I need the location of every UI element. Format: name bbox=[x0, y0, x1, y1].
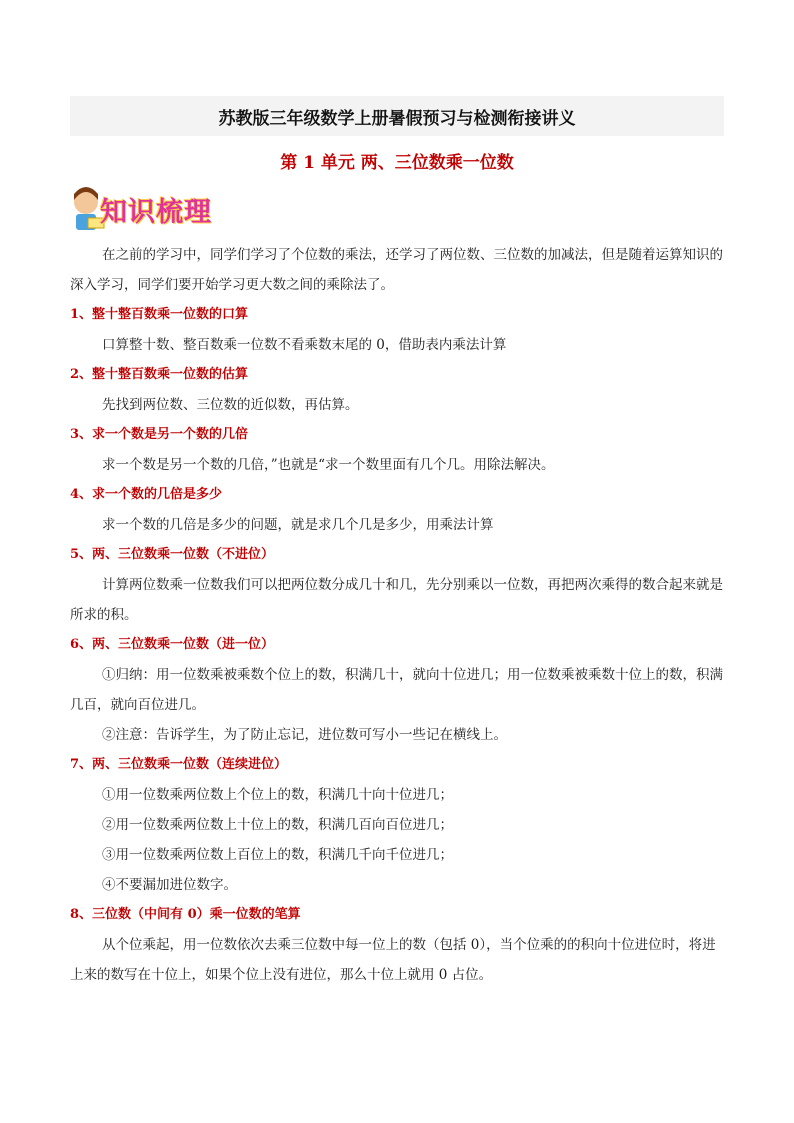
intro-paragraph: 在之前的学习中，同学们学习了个位数的乘法，还学习了两位数、三位数的加减法，但是随着运算知识的深入学习，同学们要开始学习更大数之间的乘除法了。 bbox=[70, 247, 723, 293]
section-body-7-line-1: ①用一位数乘两位数上个位上的数，积满几十向十位进几； bbox=[102, 787, 453, 803]
section-heading-8: 8、三位数（中间有 0）乘一位数的笔算 bbox=[70, 907, 301, 922]
unit-title: 第 1 单元 两、三位数乘一位数 bbox=[280, 153, 514, 173]
section-body-5: 计算两位数乘一位数我们可以把两位数分成几十和几，先分别乘以一位数，再把两次乘得的数合起来就是所求的积。 bbox=[70, 577, 723, 623]
section-body-7-line-2: ②用一位数乘两位数上十位上的数，积满几百向百位进几； bbox=[102, 817, 453, 833]
section-heading-7: 7、两、三位数乘一位数（连续进位） bbox=[70, 757, 288, 772]
section-body-6-line-2: ②注意：告诉学生，为了防止忘记，进位数可写小一些记在横线上。 bbox=[102, 727, 507, 743]
section-body-4: 求一个数的几倍是多少的问题，就是求几个几是多少，用乘法计算 bbox=[102, 517, 494, 533]
knowledge-banner-label: 知识梳理 bbox=[100, 197, 212, 228]
document-title: 苏教版三年级数学上册暑假预习与检测衔接讲义 bbox=[218, 109, 576, 129]
section-body-8: 从个位乘起，用一位数依次去乘三位数中每一位上的数（包括 0），当个位乘的的积向十位进位时，将进上来的数写在十位上，如果个位上没有进位，那么十位上就用 0 占位。 bbox=[70, 937, 716, 983]
section-heading-1: 1、整十整百数乘一位数的口算 bbox=[70, 307, 249, 322]
section-body-3: 求一个数是另一个数的几倍，”也就是“求一个数里面有几个几。用除法解决。 bbox=[102, 457, 555, 473]
section-heading-2: 2、整十整百数乘一位数的估算 bbox=[70, 367, 249, 382]
section-body-2: 先找到两位数、三位数的近似数，再估算。 bbox=[102, 397, 359, 413]
section-body-1: 口算整十数、整百数乘一位数不看乘数末尾的 0，借助表内乘法计算 bbox=[102, 337, 507, 353]
content-body bbox=[70, 240, 726, 990]
section-heading-6: 6、两、三位数乘一位数（进一位） bbox=[70, 637, 275, 652]
section-body-7-line-4: ④不要漏加进位数字。 bbox=[102, 877, 237, 893]
section-heading-3: 3、求一个数是另一个数的几倍 bbox=[70, 427, 249, 442]
section-body-6-line-1: ①归纳：用一位数乘被乘数个位上的数，积满几十，就向十位进几；用一位数乘被乘数十位上的数，积满几百，就向百位进几。 bbox=[70, 667, 723, 713]
section-heading-4: 4、求一个数的几倍是多少 bbox=[70, 487, 223, 502]
section-body-7-line-3: ③用一位数乘两位数上百位上的数，积满几千向千位进几； bbox=[102, 847, 453, 863]
section-heading-5: 5、两、三位数乘一位数（不进位） bbox=[70, 547, 275, 562]
